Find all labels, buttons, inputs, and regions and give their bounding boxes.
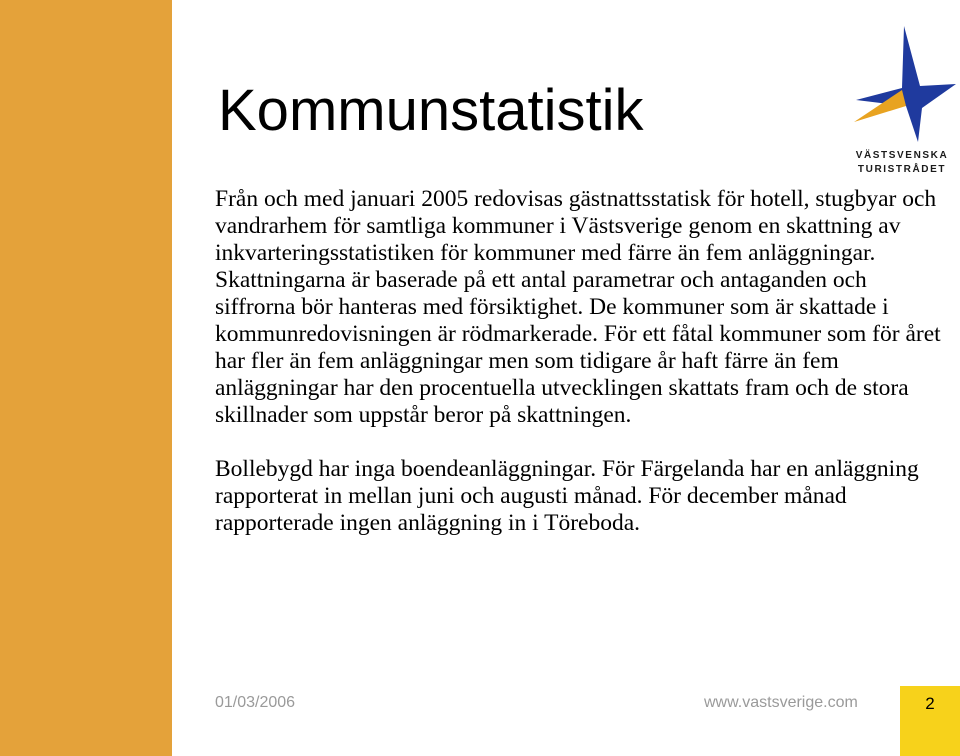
accent-bar — [0, 0, 172, 756]
page-number: 2 — [925, 694, 935, 713]
paragraph-1: Från och med januari 2005 redovisas gästnattsstatisk för hotell, stugbyar och vandrarhem för samtliga kommuner i Västsverige genom en skattning av inkvarteringsstatistiken för kommuner med färre än fem anläggningar. Skattningarna är baserade på ett antal parametrar och antaganden och siffrorna bör hanteras med försiktighet. De kommuner som är skattade i kommunredovisningen är rödmarkerade. För ett fåtal kommuner som för året har fler än fem anläggningar men som tidigare år haft färre än fem anläggningar har den procentuella utvecklingen skattats fram och de stora skillnader som uppstår beror på skattningen. — [215, 186, 941, 428]
footer-date: 01/03/2006 — [215, 694, 296, 711]
body-text — [215, 186, 945, 537]
logo-text-line2: TURISTRÅDET — [857, 164, 947, 175]
page-number-box — [900, 686, 960, 756]
logo-text-line1: VÄSTSVENSKA — [855, 150, 949, 161]
logo-star-blue-shape — [856, 26, 956, 142]
slide-title: Kommunstatistik — [218, 78, 644, 143]
footer-url: www.vastsverige.com — [704, 694, 858, 711]
paragraph-2: Bollebygd har inga boendeanläggningar. För Färgelanda har en anläggning rapporterat in mellan juni och augusti månad. För december månad rapporterade ingen anläggning in i Töreboda. — [215, 456, 919, 536]
